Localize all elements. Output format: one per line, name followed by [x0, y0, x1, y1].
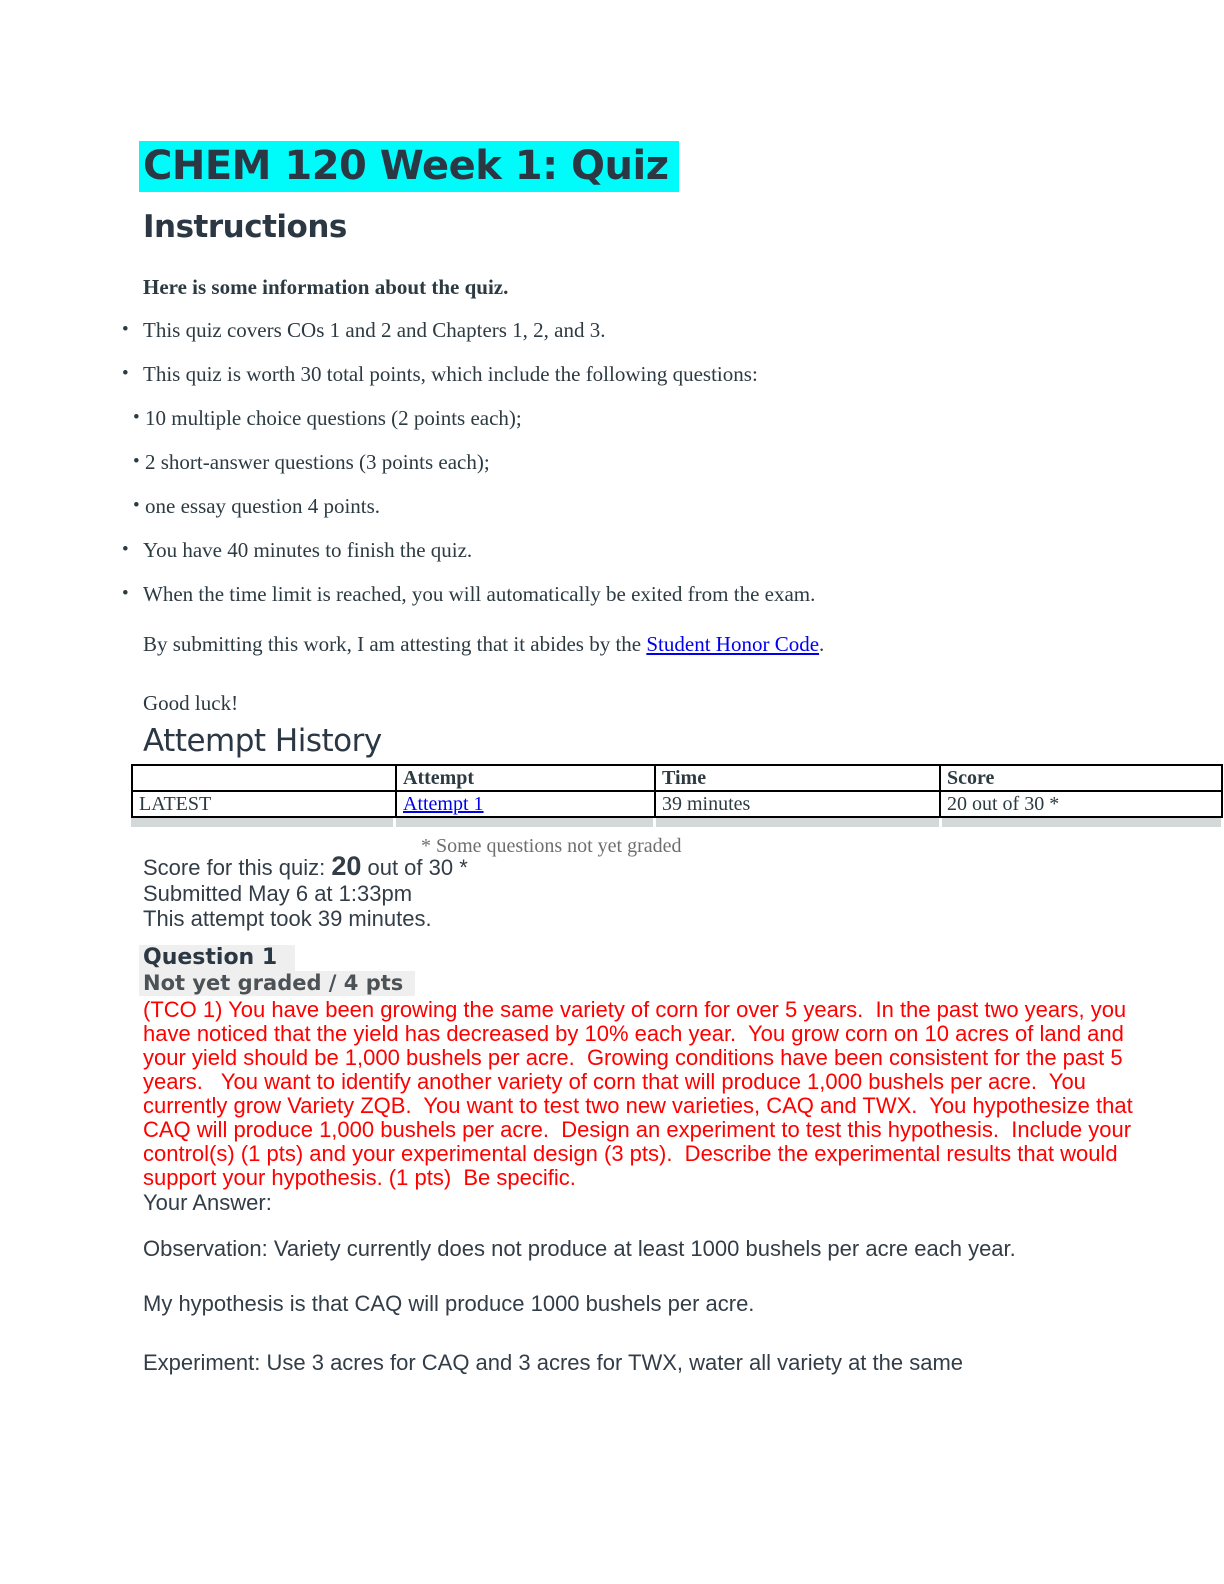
attempt-score: 20 out of 30 *: [940, 791, 1222, 817]
quiz-score-line: [143, 853, 1153, 881]
attempt-latest-label: LATEST: [132, 791, 396, 817]
submitted-line: Submitted May 6 at 1:33pm: [143, 881, 413, 906]
column-header-score: Score: [940, 765, 1222, 791]
strip-segment: [131, 818, 393, 827]
quiz-info-list: [143, 318, 1153, 606]
question-1-heading: Question 1: [139, 945, 295, 971]
list-item: • This quiz covers COs 1 and 2 and Chapters 1, 2, and 3.: [143, 318, 1153, 342]
question-1-status: Not yet graded / 4 pts: [139, 971, 415, 996]
table-bottom-strip: [131, 818, 1221, 827]
list-item: • This quiz is worth 30 total points, which include the following questions:: [143, 362, 1153, 386]
score-prefix: Score for this quiz:: [143, 855, 326, 880]
list-item: • 10 multiple choice questions (2 points each);: [145, 406, 1153, 430]
question-1-prompt: (TCO 1) You have been growing the same variety of corn for over 5 years. In the past two years, you have noticed that the yield has decreased by 10% each year. You grow corn on 10 acres of land and your yield should be 1,000 bushels per acre. Growing conditions have been consistent for the past 5 years. You want to identify another variety of corn that will produce 1,000 bushels per acre. You currently grow Variety ZQB. You want to test two new varieties, CAQ and TWX. You hypothesize that CAQ will produce 1,000 bushels per acre. Design an experiment to test this hypothesis. Include your control(s) (1 pts) and your experimental design (3 pts). Describe the experimental results that would support your hypothesis. (1 pts) Be specific.: [143, 997, 1139, 1190]
strip-segment: [656, 818, 939, 827]
question-1-heading-row: [143, 945, 1153, 971]
instructions-heading: Instructions: [143, 209, 347, 245]
attempt-link-cell: [396, 791, 655, 817]
honor-code-line: [143, 632, 1153, 656]
page-content: [139, 0, 1153, 1376]
table-row: [132, 791, 1222, 817]
column-header-time: Time: [655, 765, 940, 791]
answer-experiment: Experiment: Use 3 acres for CAQ and 3 acres for TWX, water all variety at the same: [143, 1350, 964, 1375]
question-1-status-row: [143, 971, 1153, 996]
score-suffix: out of 30 *: [367, 855, 468, 880]
column-header-blank: [132, 765, 396, 791]
column-header-attempt: Attempt: [396, 765, 655, 791]
attempt-history-table: [131, 764, 1223, 818]
quiz-info-intro: Here is some information about the quiz.: [143, 275, 509, 299]
list-item: • one essay question 4 points.: [145, 494, 1153, 518]
attempt-history-heading: Attempt History: [143, 723, 382, 759]
list-item: • You have 40 minutes to finish the quiz.: [143, 538, 1153, 562]
list-item: • When the time limit is reached, you will automatically be exited from the exam.: [143, 582, 1153, 606]
grading-footnote: * Some questions not yet graded: [421, 835, 682, 857]
your-answer-label: Your Answer:: [143, 1190, 272, 1215]
attempt-time: 39 minutes: [655, 791, 940, 817]
table-header-row: [132, 765, 1222, 791]
student-honor-code-link[interactable]: Student Honor Code: [646, 632, 820, 656]
score-value: 20: [331, 851, 362, 881]
answer-hypothesis: My hypothesis is that CAQ will produce 1000 bushels per acre.: [143, 1291, 755, 1316]
page-title-row: [143, 141, 1153, 192]
duration-line: This attempt took 39 minutes.: [143, 906, 432, 931]
honor-code-suffix: .: [819, 632, 825, 656]
answer-observation: Observation: Variety currently does not produce at least 1000 bushels per acre each year.: [143, 1236, 1016, 1261]
page-title: CHEM 120 Week 1: Quiz: [139, 141, 679, 192]
attempt-1-link[interactable]: Attempt 1: [403, 792, 484, 815]
honor-code-prefix: By submitting this work, I am attesting that it abides by the: [143, 632, 647, 656]
strip-segment: [396, 818, 653, 827]
list-item: • 2 short-answer questions (3 points each);: [145, 450, 1153, 474]
good-luck-text: Good luck!: [143, 691, 239, 715]
strip-segment: [942, 818, 1221, 827]
